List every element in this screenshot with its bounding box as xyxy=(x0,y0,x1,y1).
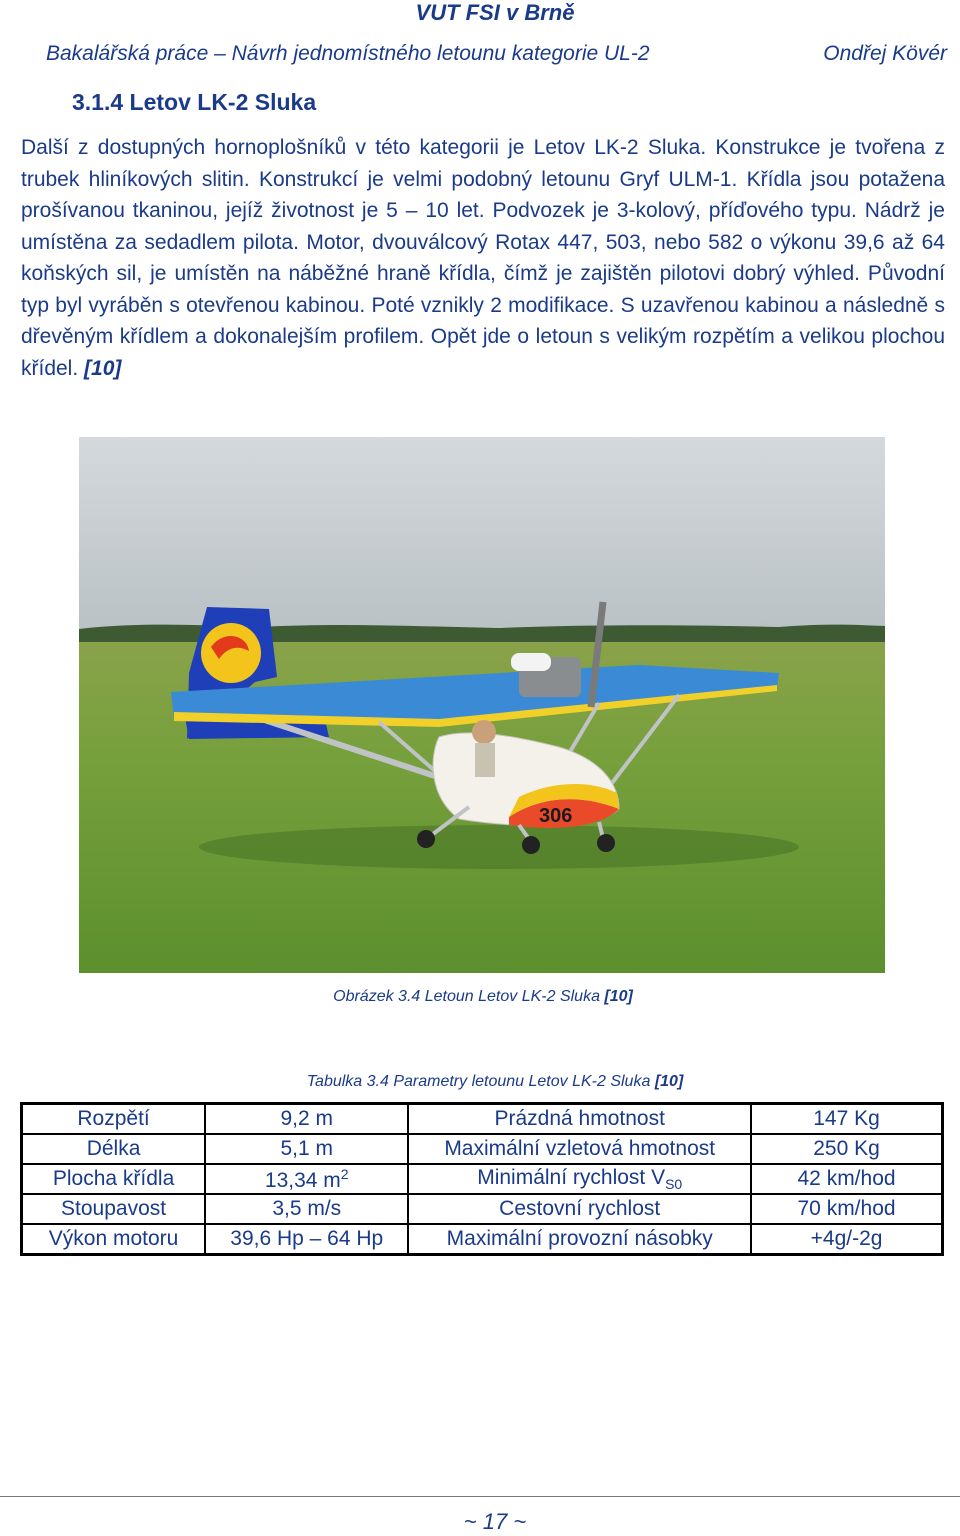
table-row xyxy=(22,1224,943,1255)
param-value: +4g/-2g xyxy=(751,1224,942,1255)
wing-area-value: 13,34 m xyxy=(264,1168,341,1192)
header-thesis-title: Bakalářská práce – Návrh jednomístného letounu kategorie UL-2 xyxy=(46,42,650,65)
param-name: Délka xyxy=(22,1134,206,1164)
wheel-left xyxy=(417,830,435,848)
shadow xyxy=(199,825,799,869)
param-name: Plocha křídla xyxy=(22,1164,206,1194)
param-value: 250 Kg xyxy=(751,1134,942,1164)
param-name: Výkon motoru xyxy=(22,1224,206,1255)
wheel-main xyxy=(522,836,540,854)
subscript: S0 xyxy=(665,1176,683,1193)
header-university: VUT FSI v Brně xyxy=(415,0,575,25)
figure-caption xyxy=(0,988,960,1006)
superscript: 2 xyxy=(340,1165,349,1182)
citation-ref: [10] xyxy=(84,356,122,380)
figure-caption-text: Obrázek 3.4 Letoun Letov LK-2 Sluka xyxy=(333,988,600,1005)
header-author: Ondřej Kövér xyxy=(823,42,947,65)
param-name: Maximální vzletová hmotnost xyxy=(408,1134,751,1164)
sky xyxy=(79,437,885,637)
param-name: Cestovní rychlost xyxy=(408,1194,751,1224)
param-value: 3,5 m/s xyxy=(205,1194,408,1224)
table-row xyxy=(22,1164,943,1194)
table-caption-text: Tabulka 3.4 Parametry letounu Letov LK-2 Sluka xyxy=(306,1073,651,1090)
parameters-table xyxy=(20,1102,944,1256)
param-name: Prázdná hmotnost xyxy=(408,1104,751,1135)
section-heading: 3.1.4 Letov LK-2 Sluka xyxy=(72,89,317,115)
param-value: 5,1 m xyxy=(205,1134,408,1164)
footer-divider xyxy=(0,1496,960,1497)
param-name: Stoupavost xyxy=(22,1194,206,1224)
aircraft-photo xyxy=(79,437,885,973)
wheel-nose xyxy=(597,834,615,852)
param-value: 70 km/hod xyxy=(751,1194,942,1224)
table-row xyxy=(22,1134,943,1164)
figure-caption-ref: [10] xyxy=(604,988,633,1005)
param-value: 147 Kg xyxy=(751,1104,942,1135)
param-value: 9,2 m xyxy=(205,1104,408,1135)
param-value: 42 km/hod xyxy=(751,1164,942,1194)
page-number: ~ 17 ~ xyxy=(463,1509,527,1534)
pilot xyxy=(472,720,496,744)
param-value: 39,6 Hp – 64 Hp xyxy=(205,1224,408,1255)
table-caption-ref: [10] xyxy=(654,1073,684,1090)
table-caption xyxy=(0,1073,960,1091)
param-name: Rozpětí xyxy=(22,1104,206,1135)
param-value xyxy=(205,1164,408,1194)
param-name xyxy=(408,1164,751,1194)
paragraph-text: Další z dostupných hornoplošníků v této kategorii je Letov LK-2 Sluka. Konstrukce je tvořena z trubek hliníkových slitin. Konstrukcí je velmi podobný letounu Gryf ULM-1. Křídla jsou potažena prošívanou tkaninou, jejíž životnost je 5 – 10 let. Podvozek je 3-kolový, příďového typu. Nádrž je umístěna za sedadlem pilota. Motor, dvouválcový Rotax 447, 503, nebo 582 o výkonu 39,6 až 64 koňských sil, je umístěn na náběžné hraně křídla, čímž je zajištěn pilotovi dobrý výhled. Původní typ byl vyráběn s otevřenou kabinou. Poté vznikly 2 modifikace. S uzavřenou kabinou a následně s dřevěným křídlem a dokonalejším profilem. Opět jde o letoun s velikým rozpětím a velikou plochou křídel. xyxy=(21,136,945,380)
table-row xyxy=(22,1194,943,1224)
table-row xyxy=(22,1104,943,1135)
tail-logo xyxy=(201,623,261,683)
min-speed-label: Minimální rychlost V xyxy=(477,1165,666,1189)
aircraft-number: 306 xyxy=(539,805,573,827)
param-name: Maximální provozní násobky xyxy=(408,1224,751,1255)
body-paragraph xyxy=(21,132,945,384)
